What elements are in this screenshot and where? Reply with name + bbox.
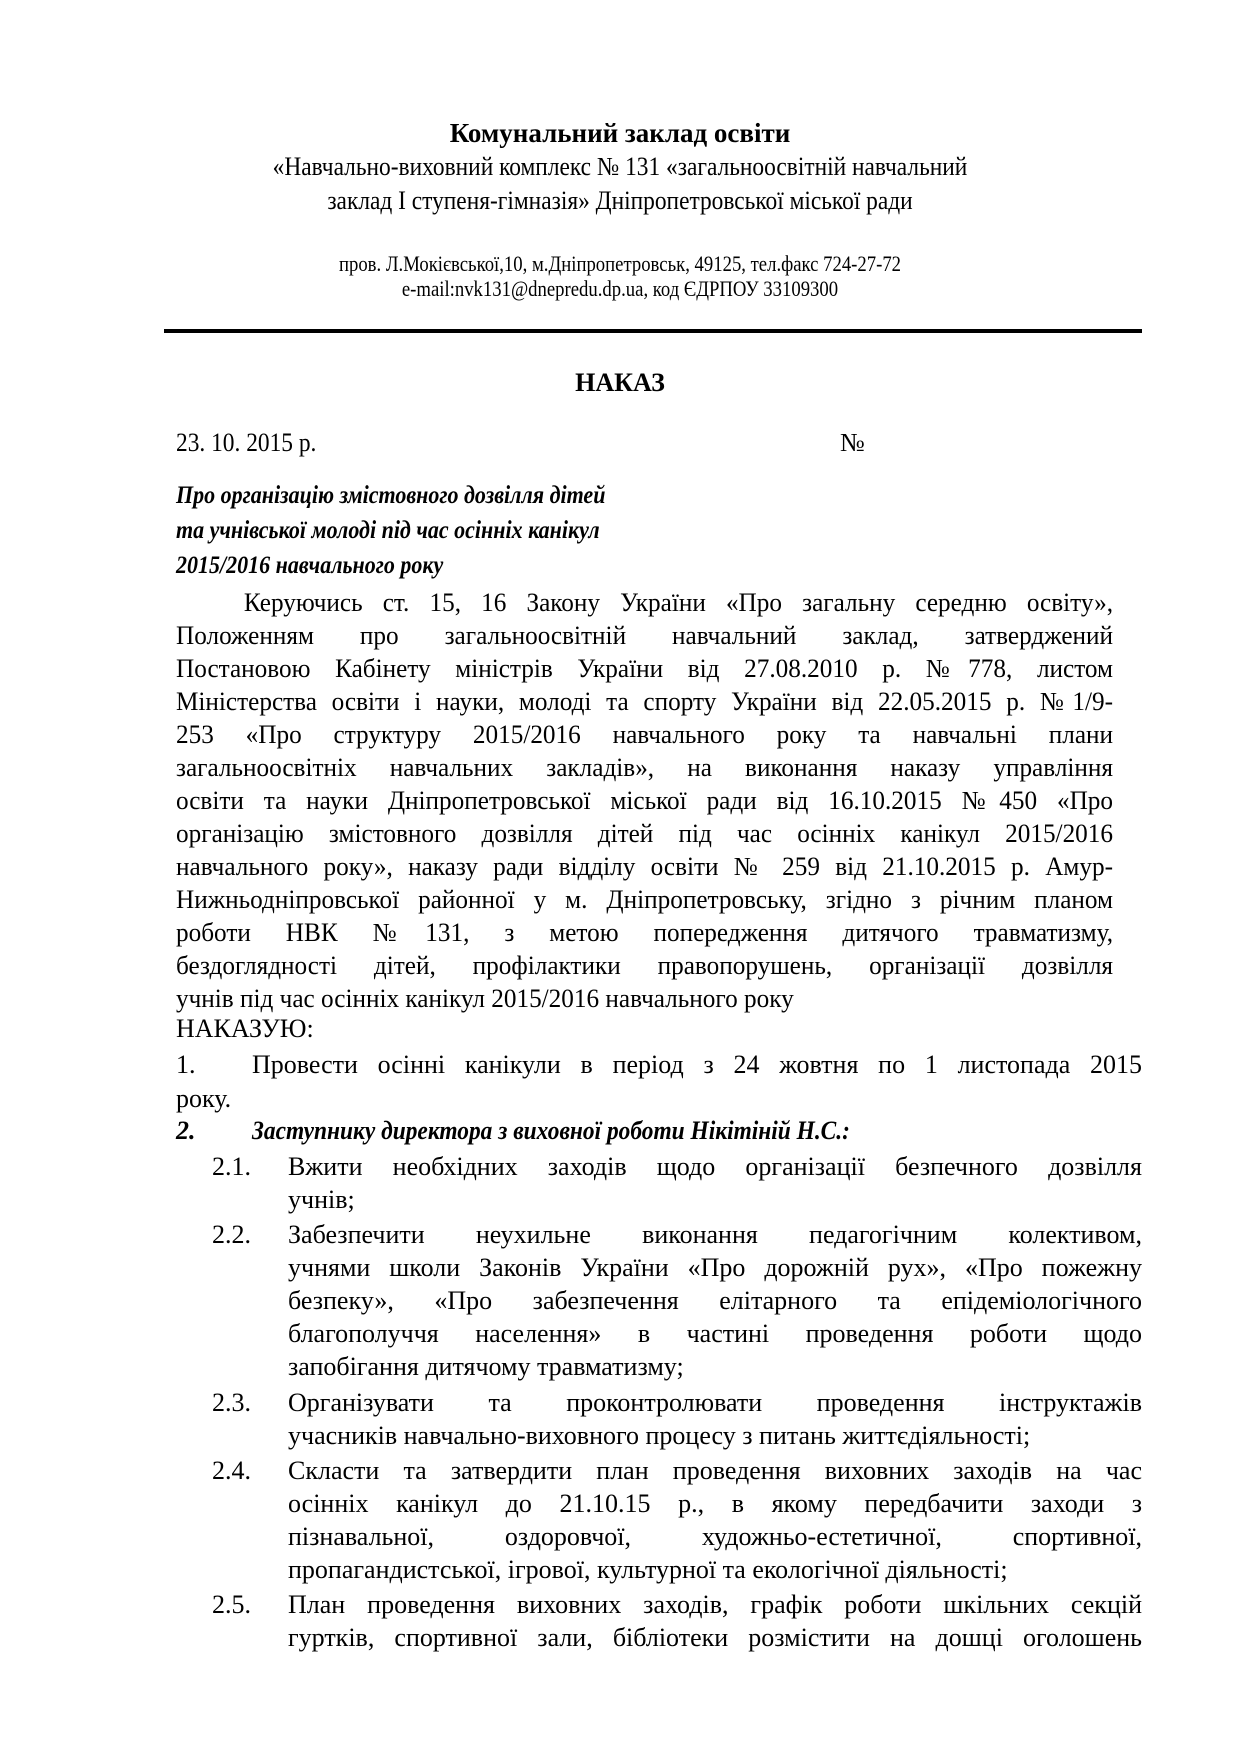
institution-name-line-1: «Навчально-виховний комплекс № 131 «загальноосвітній навчальний (272, 152, 968, 181)
institution-name-line-2: заклад І ступеня-гімназія» Дніпропетровської міської ради (327, 186, 913, 215)
item-text: Провести осінні канікули в період з 24 жовтня по 1 листопада 2015 (252, 1050, 1142, 1079)
subitem-text: учасників навчально-виховного процесу з питань життєдіяльності; (288, 1421, 1031, 1450)
subitem-number: 2.3. (212, 1388, 251, 1417)
preamble-line: загальноосвітніх навчальних закладів», на виконання наказу управління (176, 753, 1114, 782)
subitem-text: учнів; (288, 1185, 355, 1214)
subitem-number: 2.1. (212, 1152, 251, 1181)
order-word: НАКАЗУЮ: (176, 1014, 314, 1043)
subject-line-1: Про організацію змістовного дозвілля дітей (176, 482, 606, 509)
subitem-number: 2.5. (212, 1590, 251, 1619)
subitem-text: учнями школи Законів України «Про дорожній рух», «Про пожежну (288, 1253, 1142, 1282)
item-heading: Заступнику директора з виховної роботи Нікітіній Н.С.: (252, 1116, 850, 1145)
preamble-line: освіти та науки Дніпропетровської міської ради від 16.10.2015 №450 «Про (176, 786, 1114, 815)
institution-title: Комунальний заклад освіти (449, 118, 791, 148)
preamble-line: учнів під час осінніх канікул 2015/2016 навчального року (176, 984, 794, 1013)
subject-line-3: 2015/2016 навчального року (176, 552, 444, 579)
preamble-line: Міністерства освіти і науки, молоді та спорту України від 22.05.2015 р. №1/9- (176, 687, 1114, 716)
subitem-text: безпеку», «Про забезпечення елітарного та епідеміологічного (288, 1286, 1142, 1315)
item-number: 1. (176, 1050, 196, 1079)
document-type-title: НАКАЗ (575, 368, 665, 397)
subitem-text: благополуччя населення» в частині проведення роботи щодо (288, 1319, 1142, 1348)
preamble-line: Нижньодніпровської районної у м. Дніпропетровську, згідно з річним планом (176, 885, 1114, 914)
preamble-line: Положенням про загальноосвітній навчальний заклад, затверджений (176, 621, 1114, 650)
preamble-line: Постановою Кабінету міністрів України від 27.08.2010 р. №778, листом (176, 654, 1114, 683)
item-text-continuation: року. (176, 1084, 232, 1113)
document-number-label: № (840, 428, 865, 457)
subitem-text: гуртків, спортивної зали, бібліотеки розмістити на дошці оголошень (288, 1623, 1142, 1652)
header-divider (164, 329, 1142, 333)
preamble-line: бездоглядності дітей, профілактики правопорушень, організації дозвілля (176, 951, 1114, 980)
subitem-text: Забезпечити неухильне виконання педагогічним колективом, (288, 1220, 1142, 1249)
subitem-number: 2.2. (212, 1220, 251, 1249)
subitem-text: Організувати та проконтролювати проведення інструктажів (288, 1388, 1142, 1417)
subitem-text: пропагандистської, ігрової, культурної та екологічної діяльності; (288, 1555, 1008, 1584)
preamble-line: навчального року», наказу ради відділу освіти № 259 від 21.10.2015 р. Амур- (176, 852, 1114, 881)
preamble-line: організацію змістовного дозвілля дітей під час осінніх канікул 2015/2016 (176, 819, 1114, 848)
subitem-text: План проведення виховних заходів, графік роботи шкільних секцій (288, 1590, 1142, 1619)
subitem-number: 2.4. (212, 1456, 251, 1485)
subitem-text: запобігання дитячому травматизму; (288, 1352, 684, 1381)
subitem-text: осінніх канікул до 21.10.15 р., в якому передбачити заходи з (288, 1489, 1142, 1518)
subitem-text: Вжити необхідних заходів щодо організації безпечного дозвілля (288, 1152, 1142, 1181)
preamble-line: роботи НВК №131, з метою попередження дитячого травматизму, (176, 918, 1114, 947)
item-number: 2. (176, 1116, 196, 1145)
subitem-text: Скласти та затвердити план проведення виховних заходів на час (288, 1456, 1142, 1485)
document-date: 23. 10. 2015 р. (176, 428, 317, 457)
subject-line-2: та учнівської молоді під час осінніх канікул (176, 517, 600, 544)
institution-contacts: e-mail:nvk131@dnepredu.dp.ua, код ЄДРПОУ 33109300 (401, 276, 839, 301)
institution-address: пров. Л.Мокієвської,10, м.Дніпропетровськ, 49125, тел.факс 724-27-72 (338, 251, 902, 276)
preamble-line: 253 «Про структуру 2015/2016 навчального року та навчальні плани (176, 720, 1114, 749)
preamble-line: Керуючись ст. 15, 16 Закону України «Про загальну середню освіту», (243, 588, 1114, 617)
subitem-text: пізнавальної, оздоровчої, художньо-естетичної, спортивної, (288, 1522, 1142, 1551)
